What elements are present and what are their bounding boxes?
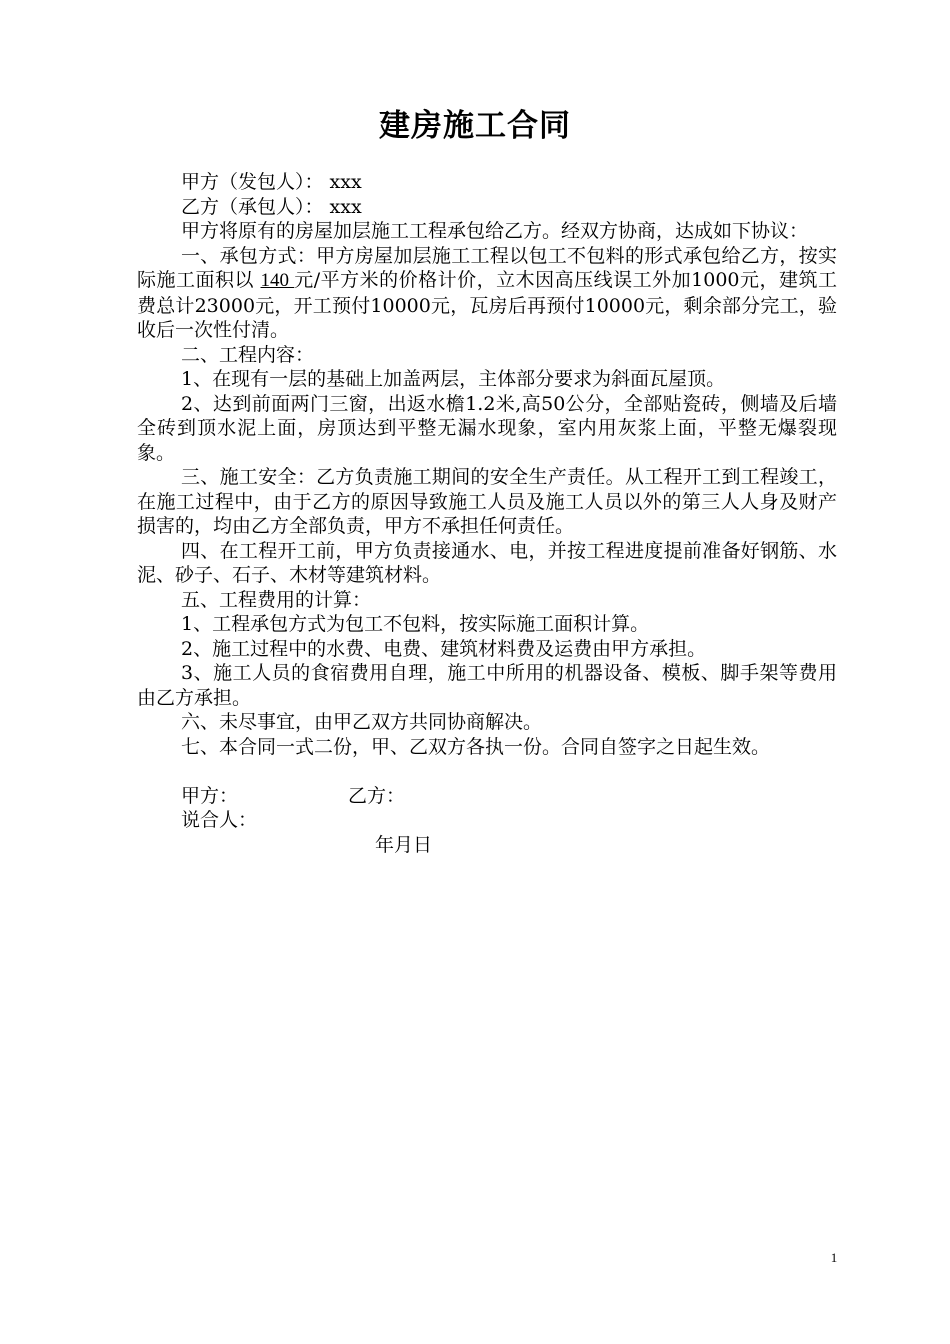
clause-2-item-1: 1、在现有一层的基础上加盖两层，主体部分要求为斜面瓦屋顶。	[181, 368, 726, 390]
party-a-line: 甲方（发包人）： xxx	[181, 171, 362, 193]
signature-date-label: 年月日	[375, 833, 433, 856]
clause-5-item-1: 1、工程承包方式为包工不包料，按实际施工面积计算。	[181, 613, 650, 635]
clause-6-paragraph: 六、未尽事宜，由甲乙双方共同协商解决。	[181, 711, 543, 733]
party-b-line: 乙方（承包人）： xxx	[181, 195, 362, 218]
page-number: 1	[830, 1250, 838, 1265]
clause-7-paragraph: 七、本合同一式二份，甲、乙双方各执一份。合同自签字之日起生效。	[181, 735, 771, 758]
mediator-signature-label: 说合人：	[181, 809, 258, 831]
document-title: 建房施工合同	[379, 108, 571, 144]
clause-5-item-3: 3、施工人员的食宿费用自理，施工中所用的机器设备、模板、脚手架等费用由乙方承担。	[137, 662, 837, 709]
party-a-signature-label: 甲方：	[181, 784, 239, 807]
clause-2-heading: 二、工程内容：	[181, 343, 315, 366]
contract-body	[137, 170, 837, 857]
clause-5-item-2: 2、施工过程中的水费、电费、建筑材料费及运费由甲方承担。	[181, 637, 707, 660]
clause-1-rate: 140	[260, 270, 295, 291]
spacer	[137, 759, 837, 784]
clause-3-paragraph: 三、施工安全：乙方负责施工期间的安全生产责任。从工程开工到工程竣工，在施工过程中，由于乙方的原因导致施工人员及施工人员以外的第三人人身及财产损害的，均由乙方全部负责，甲方不承担任何责任。	[137, 466, 837, 537]
clause-5-heading: 五、工程费用的计算：	[181, 588, 372, 611]
party-b-signature-label: 乙方：	[348, 784, 406, 807]
clause-2-item-2: 2、达到前面两门三窗，出返水檐1.2米,高50公分，全部贴瓷砖，侧墙及后墙全砖到顶水泥上面，房顶达到平整无漏水现象，室内用灰浆上面，平整无爆裂现象。	[137, 392, 837, 464]
intro-paragraph: 甲方将原有的房屋加层施工工程承包给乙方。经双方协商，达成如下协议：	[181, 220, 809, 242]
clause-1-text-after: 元/平方米的价格计价，立木因高压线误工外加1000元，建筑工费总计23000元，开工预付10000元，瓦房后再预付10000元，剩余部分完工，验收后一次性付清。	[137, 269, 837, 341]
clause-1-paragraph	[137, 244, 837, 343]
signature-row	[137, 784, 837, 809]
clause-4-paragraph: 四、在工程开工前，甲方负责接通水、电，并按工程进度提前准备好钢筋、水泥、砂子、石子、木材等建筑材料。	[137, 539, 837, 586]
clause-1-text-before: 一、承包方式：甲方房屋加层施工工程以包工不包料的形式承包给乙方，按实际施工面积以	[137, 244, 837, 291]
